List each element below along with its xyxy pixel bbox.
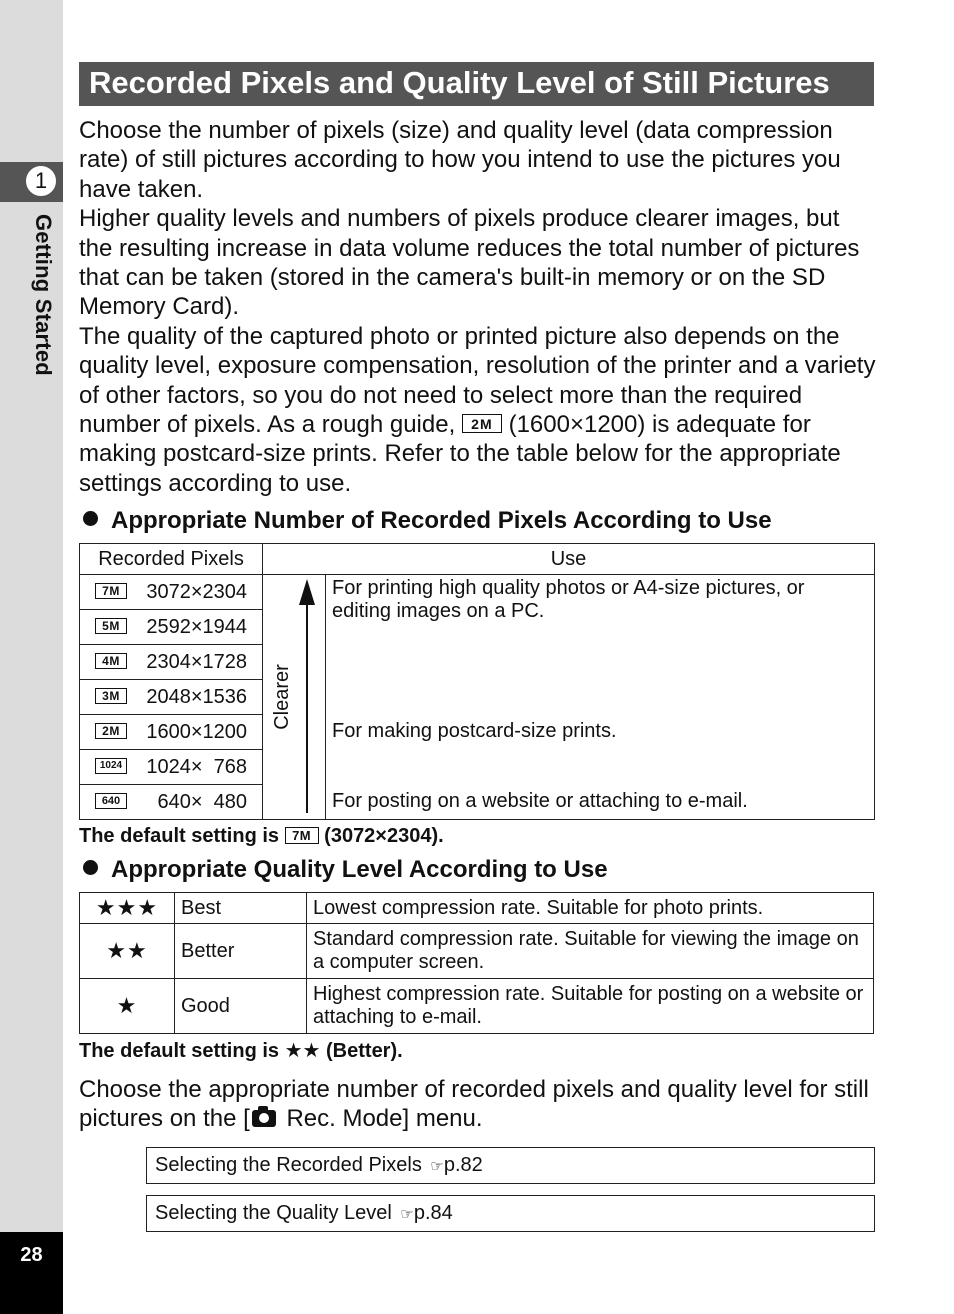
size-value: 1600×1200 — [146, 721, 247, 743]
size-value: 640× 480 — [157, 791, 247, 813]
page-title: Recorded Pixels and Quality Level of Still Pictures — [79, 62, 874, 106]
size-cell — [80, 610, 263, 645]
page-number-box — [0, 1232, 63, 1314]
intro-p3-after: (1600×1200) is adequate for making postcard-size prints. Refer to the table below for the appropriate settings according to use. — [79, 411, 841, 497]
closing-before: Choose the appropriate number of recorded pixels and quality level for still pictures on the [ — [79, 1076, 869, 1133]
default-before: The default setting is — [79, 1040, 280, 1062]
size-cell — [80, 680, 263, 715]
size-cell — [80, 645, 263, 680]
quality-description: Highest compression rate. Suitable for posting on a website or attaching to e-mail. — [307, 979, 874, 1034]
reference-page-link[interactable]: p.84 — [413, 1202, 453, 1224]
table-row — [80, 575, 875, 610]
intro-text — [79, 116, 879, 498]
pixels-section-heading — [83, 507, 772, 535]
size-2m-icon: 2M — [462, 414, 502, 433]
size-2m-icon: 2M — [95, 723, 127, 739]
table-header-row — [80, 544, 875, 575]
table-row — [80, 893, 874, 924]
quality-section-heading — [83, 856, 608, 884]
camera-icon — [252, 1110, 276, 1127]
star-rating-icon: ★ — [80, 979, 175, 1034]
size-value: 1024× 768 — [146, 756, 247, 778]
quality-description: Lowest compression rate. Suitable for photo prints. — [307, 893, 874, 924]
quality-heading-text: Appropriate Quality Level According to Use — [111, 856, 608, 883]
recorded-pixels-table — [79, 543, 875, 820]
size-value: 2592×1944 — [146, 616, 247, 638]
size-value: 2048×1536 — [146, 686, 247, 708]
clearer-label: Clearer — [271, 664, 293, 730]
reference-label: Selecting the Quality Level — [155, 1202, 392, 1224]
pointing-hand-icon: ☞ — [430, 1158, 444, 1175]
quality-level-table — [79, 892, 874, 1034]
size-4m-icon: 4M — [95, 653, 127, 669]
pointing-hand-icon: ☞ — [400, 1206, 414, 1223]
star-rating-icon: ★★ — [80, 924, 175, 979]
size-5m-icon: 5M — [95, 618, 127, 634]
size-3m-icon: 3M — [95, 688, 127, 704]
quality-level: Best — [175, 893, 307, 924]
reference-quality-level — [146, 1195, 875, 1232]
quality-level: Good — [175, 979, 307, 1034]
chapter-number: 1 — [24, 164, 58, 198]
reference-page-link[interactable]: p.82 — [443, 1154, 483, 1176]
closing-after: Rec. Mode] menu. — [286, 1105, 483, 1133]
star-rating-icon: ★★ — [284, 1040, 321, 1062]
pixels-default-note — [79, 825, 444, 848]
star-rating-icon: ★★★ — [80, 893, 175, 924]
closing-text — [79, 1075, 879, 1134]
intro-paragraph-1: Choose the number of pixels (size) and quality level (data compression rate) of still pictures according to how you intend to use the pictures you have taken. — [79, 117, 841, 203]
pixels-heading-text: Appropriate Number of Recorded Pixels According to Use — [111, 507, 772, 534]
arrow-line — [306, 601, 308, 813]
reference-label: Selecting the Recorded Pixels — [155, 1154, 422, 1176]
size-7m-icon: 7M — [285, 827, 319, 844]
size-value: 3072×2304 — [146, 581, 247, 603]
size-7m-icon: 7M — [95, 583, 127, 599]
size-1024-icon: 1024 — [95, 758, 127, 774]
use-column — [326, 575, 875, 820]
table-row — [80, 924, 874, 979]
default-after: (3072×2304). — [324, 825, 444, 847]
use-high-quality: For printing high quality photos or A4-size pictures, or editing images on a PC. — [332, 577, 805, 622]
intro-paragraph-3 — [79, 322, 879, 498]
header-use: Use — [263, 544, 875, 575]
size-cell — [80, 785, 263, 820]
reference-recorded-pixels — [146, 1147, 875, 1184]
quality-description: Standard compression rate. Suitable for viewing the image on a computer screen. — [307, 924, 874, 979]
intro-p3-before: The quality of the captured photo or printed picture also depends on the quality level, exposure compensation, resolution of the printer and a variety of other factors, so you do not need to select more than the required number of pixels. As a rough guide, — [79, 322, 876, 439]
size-cell — [80, 715, 263, 750]
intro-paragraph-2: Higher quality levels and numbers of pixels produce clearer images, but the resulting increase in data volume reduces the total number of pictures that can be taken (stored in the camera's built-in memory or on the SD Memory Card). — [79, 205, 860, 321]
bullet-icon — [83, 860, 98, 875]
default-before: The default setting is — [79, 825, 280, 847]
quality-level: Better — [175, 924, 307, 979]
bullet-icon — [83, 511, 98, 526]
use-postcard: For making postcard-size prints. — [332, 720, 617, 742]
table-row — [80, 979, 874, 1034]
use-website: For posting on a website or attaching to e-mail. — [332, 790, 748, 812]
size-value: 2304×1728 — [146, 651, 247, 673]
page-number: 28 — [20, 1244, 43, 1266]
size-cell — [80, 575, 263, 610]
size-640-icon: 640 — [95, 793, 127, 809]
clearer-column — [263, 575, 326, 820]
header-recorded-pixels: Recorded Pixels — [80, 544, 263, 575]
default-after: (Better). — [326, 1040, 403, 1062]
quality-default-note — [79, 1038, 403, 1063]
chapter-title: Getting Started — [31, 214, 56, 376]
size-cell — [80, 750, 263, 785]
